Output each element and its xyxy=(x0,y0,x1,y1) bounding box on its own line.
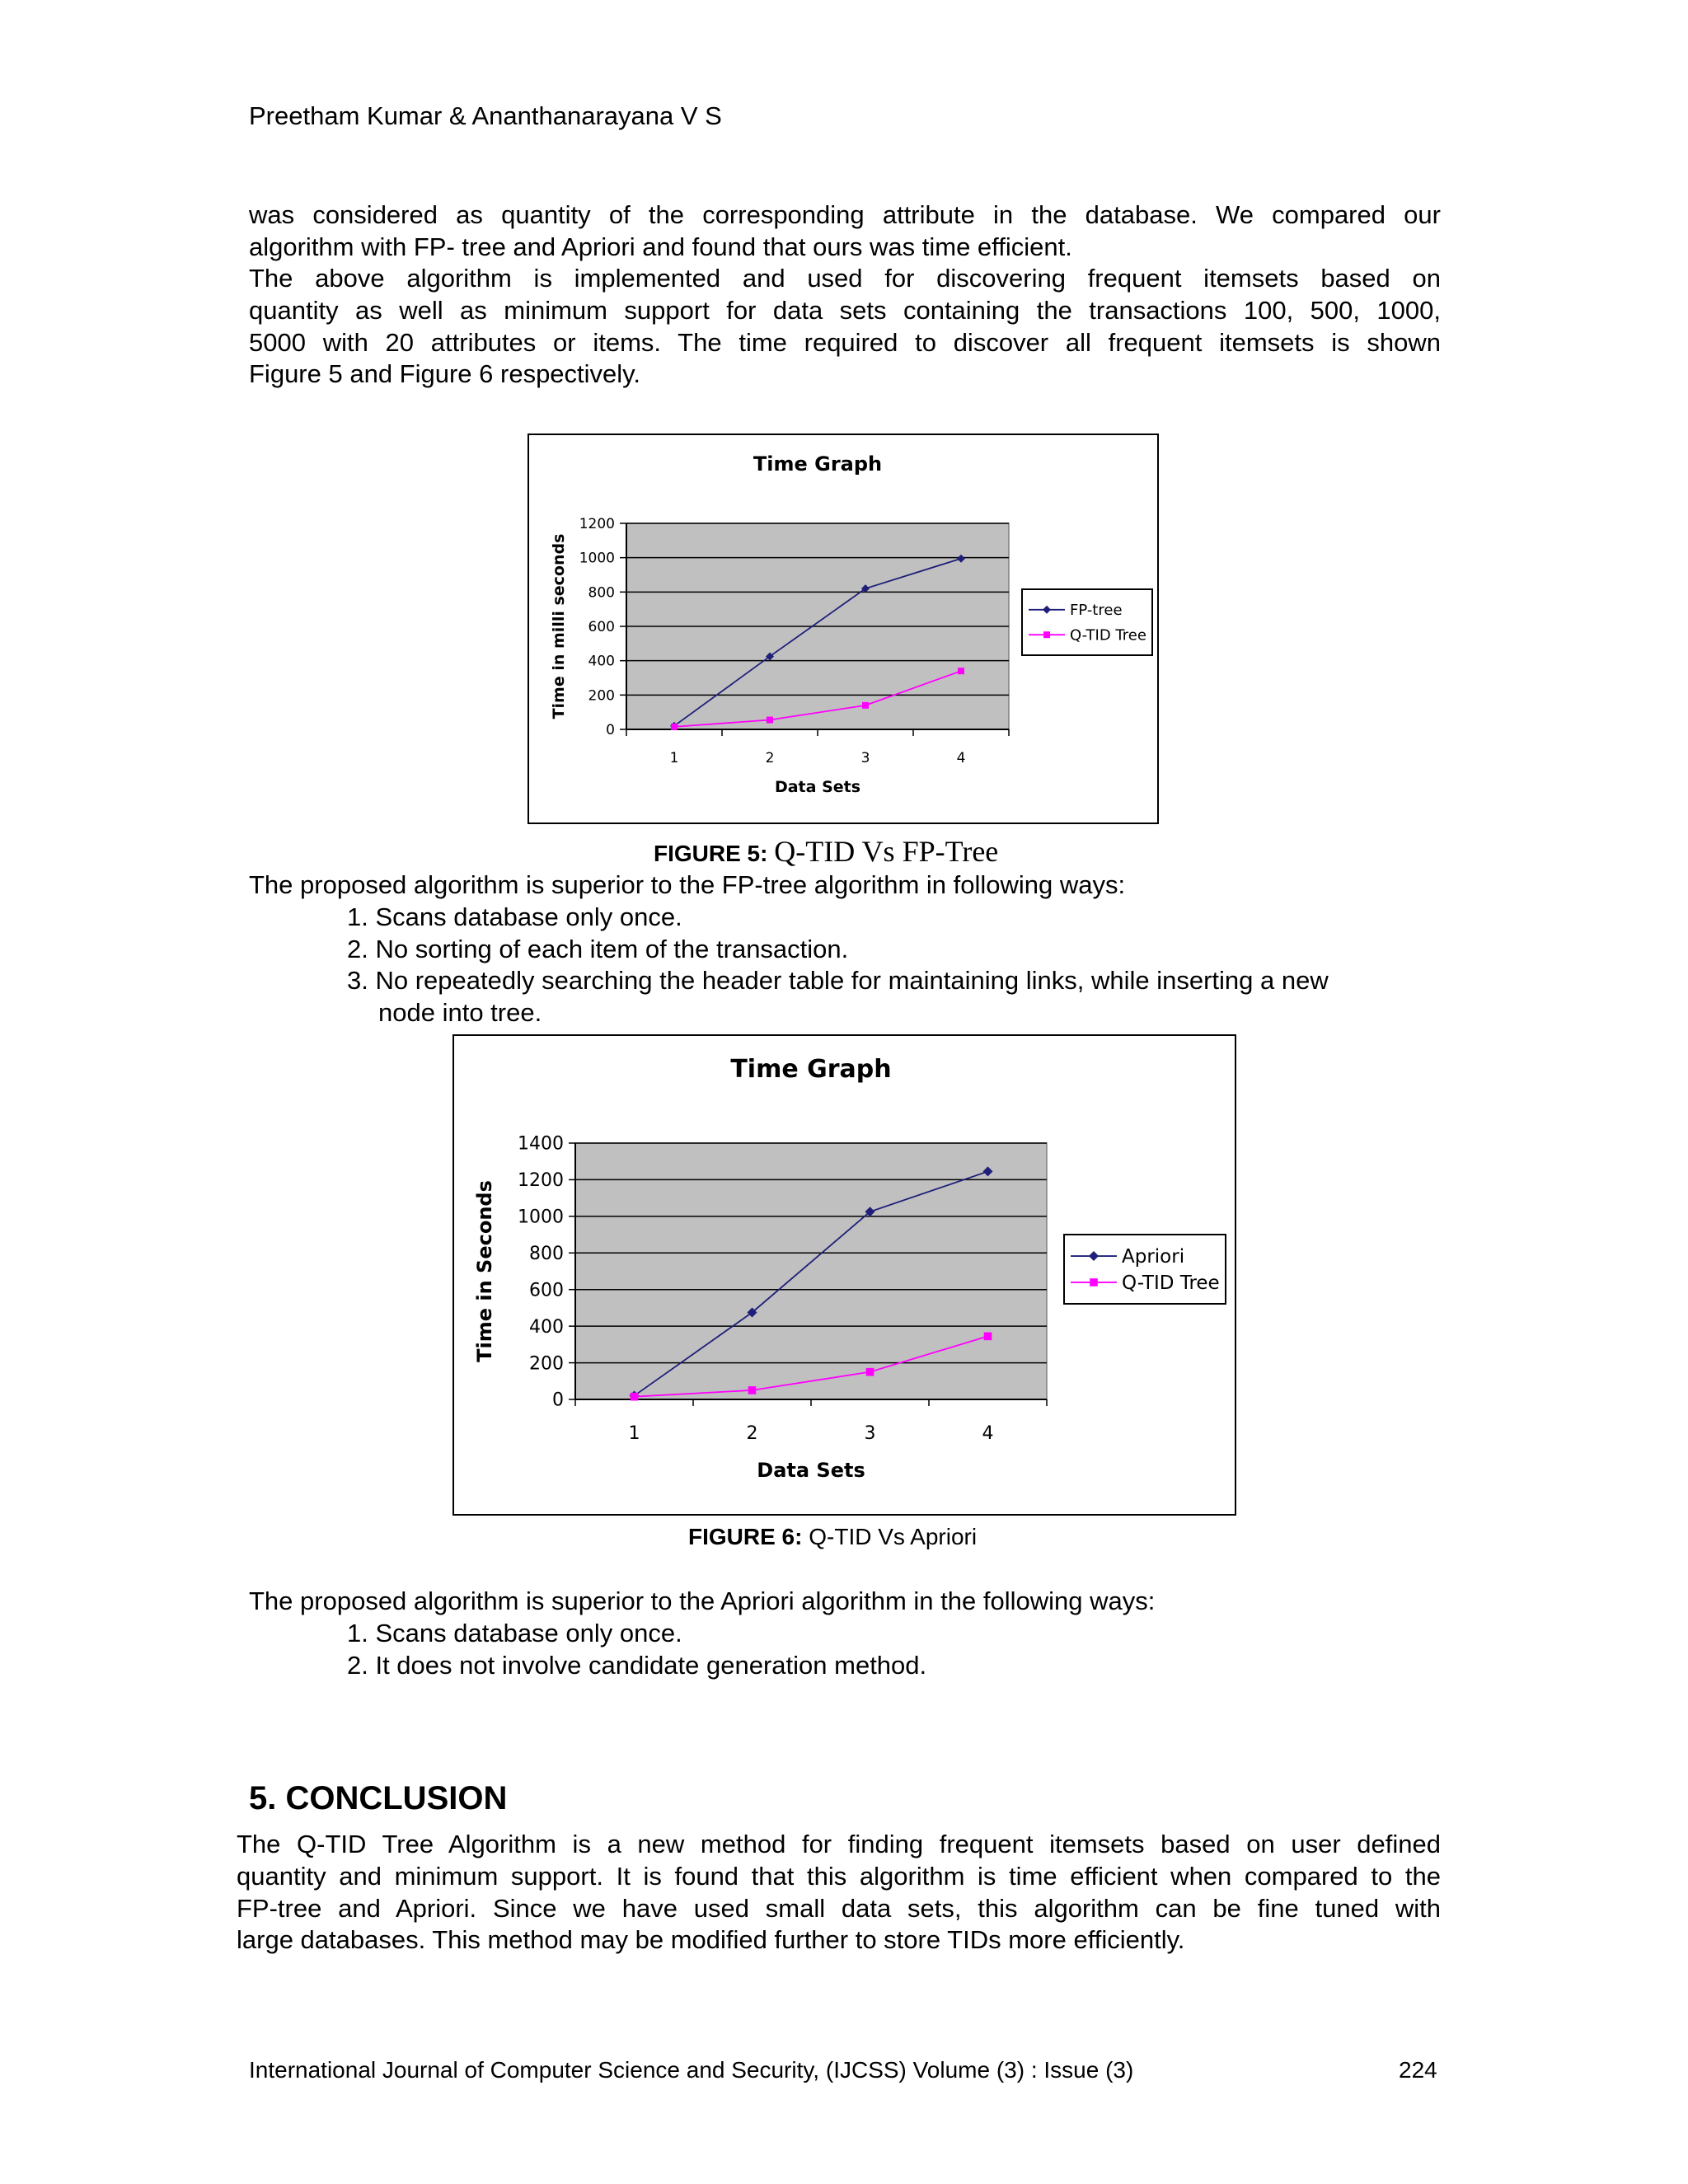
footer-page-number: 224 xyxy=(1399,2057,1437,2083)
data-point xyxy=(631,1393,639,1401)
fp-item-1: 1. Scans database only once. xyxy=(347,902,682,931)
conclusion-line-1: The Q-TID Tree Algorithm is a new method for finding frequent itemsets based on user defined xyxy=(237,1830,1441,1858)
x-axis-label: Data Sets xyxy=(774,778,861,796)
x-tick-label: 2 xyxy=(746,1423,758,1444)
chart-6-svg xyxy=(454,1036,1235,1514)
y-tick-label: 1000 xyxy=(518,1207,564,1228)
x-tick-label: 2 xyxy=(765,750,775,766)
legend-box xyxy=(1022,589,1152,655)
figure-6-chart xyxy=(452,1034,1236,1516)
conclusion-line-2: quantity and minimum support. It is found that this algorithm is time efficient when compared to the xyxy=(237,1862,1441,1891)
chart-5-svg xyxy=(529,435,1157,823)
legend-label: Q-TID Tree xyxy=(1122,1272,1220,1295)
data-point xyxy=(984,1333,992,1341)
y-axis-label: Time in milli seconds xyxy=(550,533,568,719)
intro-line-5: 5000 with 20 attributes or items. The time required to discover all frequent itemsets is shown xyxy=(249,328,1441,357)
intro-line-2: algorithm with FP- tree and Apriori and found that ours was time efficient. xyxy=(249,232,1072,261)
conclusion-line-4: large databases. This method may be modified further to store TIDs more efficiently. xyxy=(237,1925,1185,1954)
y-axis-label: Time in Seconds xyxy=(473,1180,496,1362)
data-point xyxy=(671,724,678,730)
legend-label: FP-tree xyxy=(1070,602,1123,620)
data-point xyxy=(862,702,869,709)
figure-5-chart xyxy=(528,434,1159,824)
figure-5-title: Q-TID Vs FP-Tree xyxy=(774,835,999,868)
chart-title: Time Graph xyxy=(730,1055,892,1084)
data-point xyxy=(958,668,964,674)
y-tick-label: 0 xyxy=(606,721,615,738)
intro-line-3: The above algorithm is implemented and used for discovering frequent itemsets based on xyxy=(249,264,1441,293)
x-tick-label: 1 xyxy=(628,1423,640,1444)
conclusion-heading: 5. CONCLUSION xyxy=(249,1780,508,1816)
footer-journal: International Journal of Computer Science and Security, (IJCSS) Volume (3) : Issue (3) xyxy=(249,2057,1134,2083)
fp-item-2: 2. No sorting of each item of the transaction. xyxy=(347,935,849,963)
intro-line-6: Figure 5 and Figure 6 respectively. xyxy=(249,359,640,388)
legend-label: Apriori xyxy=(1122,1246,1185,1268)
legend-marker xyxy=(1090,1278,1098,1286)
y-tick-label: 400 xyxy=(588,653,615,670)
running-header: Preetham Kumar & Ananthanarayana V S xyxy=(249,101,722,130)
y-tick-label: 1200 xyxy=(518,1170,564,1192)
y-tick-label: 400 xyxy=(529,1316,564,1338)
y-tick-label: 600 xyxy=(529,1280,564,1301)
plot-area xyxy=(575,1143,1047,1399)
apriori-item-2: 2. It does not involve candidate generation method. xyxy=(347,1651,927,1680)
x-axis-label: Data Sets xyxy=(757,1459,865,1482)
fp-item-3: 3. No repeatedly searching the header table for maintaining links, while inserting a new xyxy=(347,966,1329,995)
fp-intro: The proposed algorithm is superior to the FP-tree algorithm in following ways: xyxy=(249,870,1126,899)
figure-5-caption xyxy=(654,834,998,869)
y-tick-label: 0 xyxy=(552,1390,564,1411)
figure-6-title: Q-TID Vs Apriori xyxy=(809,1524,978,1549)
x-tick-label: 1 xyxy=(669,750,679,766)
y-tick-label: 1400 xyxy=(518,1133,564,1155)
intro-line-1: was considered as quantity of the corresponding attribute in the database. We compared our xyxy=(249,200,1441,229)
chart-title: Time Graph xyxy=(753,452,883,476)
x-tick-label: 3 xyxy=(860,750,870,766)
x-tick-label: 3 xyxy=(864,1423,876,1444)
y-tick-label: 1000 xyxy=(579,550,615,567)
legend-marker xyxy=(1043,631,1050,638)
y-tick-label: 200 xyxy=(588,687,615,705)
fp-item-3-cont: node into tree. xyxy=(378,998,542,1027)
figure-6-label: FIGURE 6: xyxy=(688,1524,803,1549)
data-point xyxy=(748,1386,757,1394)
conclusion-line-3: FP-tree and Apriori. Since we have used small data sets, this algorithm can be fine tuned with xyxy=(237,1894,1441,1923)
y-tick-label: 200 xyxy=(529,1353,564,1375)
figure-6-caption xyxy=(688,1524,977,1550)
data-point xyxy=(767,717,773,724)
figure-5-label: FIGURE 5: xyxy=(654,841,768,866)
apriori-intro: The proposed algorithm is superior to the Apriori algorithm in the following ways: xyxy=(249,1586,1156,1615)
apriori-item-1: 1. Scans database only once. xyxy=(347,1619,682,1647)
data-point xyxy=(866,1368,874,1376)
intro-line-4: quantity as well as minimum support for data sets containing the transactions 100, 500, 1000, xyxy=(249,296,1441,325)
y-tick-label: 800 xyxy=(588,584,615,602)
y-tick-label: 600 xyxy=(588,618,615,635)
x-tick-label: 4 xyxy=(956,750,966,766)
y-tick-label: 1200 xyxy=(579,515,615,532)
legend-label: Q-TID Tree xyxy=(1070,626,1146,644)
x-tick-label: 4 xyxy=(982,1423,994,1444)
y-tick-label: 800 xyxy=(529,1243,564,1264)
